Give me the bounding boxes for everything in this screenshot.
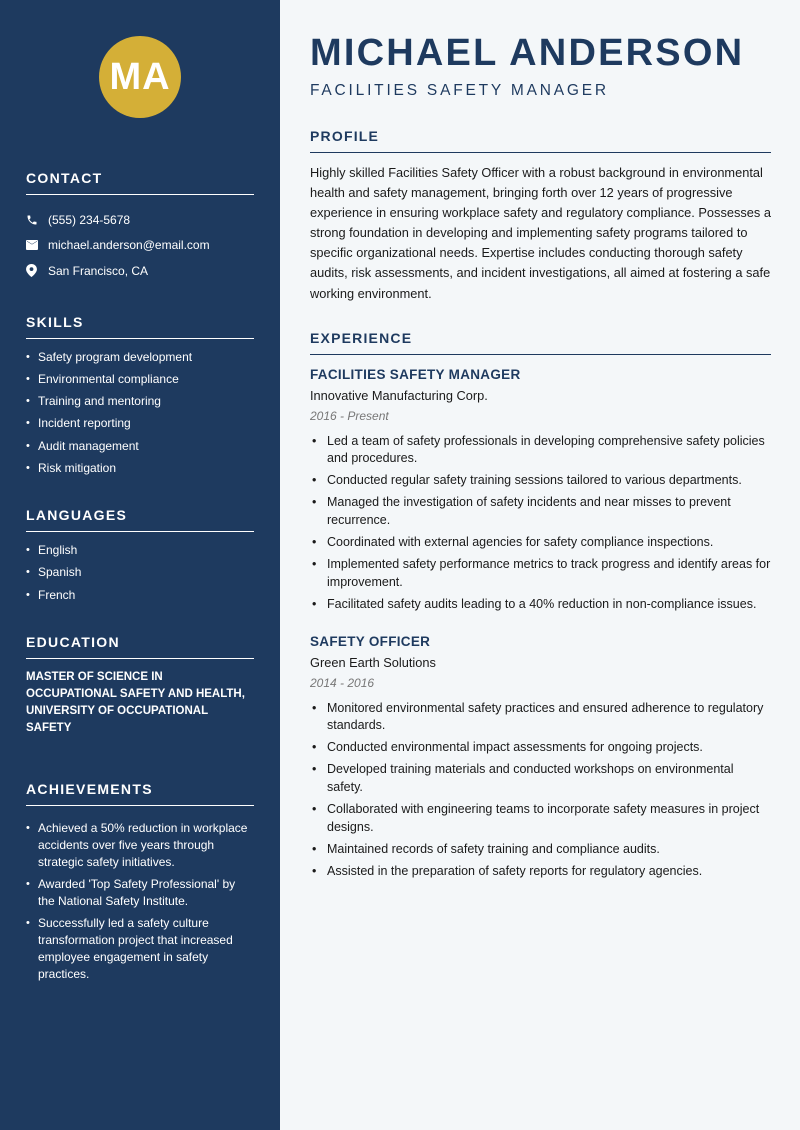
job-bullets [310, 433, 771, 614]
list-item: • Managed the investigation of safety incidents and near misses to prevent recurrence. [310, 494, 771, 529]
sidebar [0, 0, 280, 1130]
contact-list [26, 207, 254, 284]
job-entry [310, 634, 771, 881]
avatar: MA [99, 36, 181, 118]
email-text: michael.anderson@email.com [48, 238, 210, 253]
list-item: • Training and mentoring [26, 393, 254, 410]
list-item: • Monitored environmental safety practices and ensured adherence to regulatory standards. [310, 700, 771, 735]
list-item: • Led a team of safety professionals in developing comprehensive safety policies and procedures. [310, 433, 771, 468]
achievements-section [26, 781, 254, 983]
list-item: • Risk mitigation [26, 460, 254, 477]
list-item: • English [26, 542, 254, 559]
list-item: • Audit management [26, 438, 254, 455]
list-item: • French [26, 587, 254, 604]
phone-icon [26, 214, 48, 226]
list-item: • Assisted in the preparation of safety reports for regulatory agencies. [310, 863, 771, 881]
phone-text: (555) 234-5678 [48, 212, 131, 227]
profile-text: Highly skilled Facilities Safety Officer with a robust background in environmental health and safety management, bringing forth over 12 years of progressive experience in ensuring workplace safety and regulatory compliance. Possesses a strong foundation in developing and implementing safety programs tailored to specific organizational needs. Expertise includes conducting thorough safety audits, risk assessments, and incident investigations, all aimed at fostering a safe working environment. [310, 165, 771, 301]
contact-section [26, 170, 254, 284]
email-icon [26, 240, 48, 250]
skills-list [26, 349, 254, 477]
achievements-list [26, 820, 254, 983]
location-pin-icon [26, 264, 48, 277]
list-item: • Environmental compliance [26, 371, 254, 388]
education-text: MASTER OF SCIENCE IN OCCUPATIONAL SAFETY AND HEALTH, UNIVERSITY OF OCCUPATIONAL SAFETY [26, 670, 245, 734]
list-item: • Maintained records of safety training and compliance audits. [310, 841, 771, 859]
list-item: • Conducted environmental impact assessments for ongoing projects. [310, 739, 771, 757]
list-item: • Implemented safety performance metrics to track progress and identify areas for improvement. [310, 556, 771, 591]
list-item: • Coordinated with external agencies for safety compliance inspections. [310, 534, 771, 552]
contact-email [26, 233, 254, 259]
candidate-name: MICHAEL ANDERSON [310, 32, 745, 74]
job-title: FACILITIES SAFETY MANAGER [310, 366, 521, 382]
languages-list [26, 542, 254, 604]
education-heading: EDUCATION [26, 634, 254, 659]
profile-heading: PROFILE [310, 128, 771, 153]
job-title-header: FACILITIES SAFETY MANAGER [310, 82, 609, 99]
job-entry [310, 367, 771, 614]
job-dates: 2014 - 2016 [310, 675, 375, 690]
list-item: • Achieved a 50% reduction in workplace accidents over five years through strategic safety initiatives. [26, 820, 254, 871]
contact-heading: CONTACT [26, 170, 254, 195]
list-item: • Incident reporting [26, 415, 254, 432]
achievements-heading: ACHIEVEMENTS [26, 781, 254, 806]
job-bullets [310, 700, 771, 881]
experience-section [310, 330, 771, 881]
list-item: • Conducted regular safety training sessions tailored to various departments. [310, 472, 771, 490]
job-company: Innovative Manufacturing Corp. [310, 387, 488, 403]
list-item: • Spanish [26, 564, 254, 581]
location-text: San Francisco, CA [48, 263, 149, 278]
job-dates: 2016 - Present [310, 408, 389, 423]
education-section [26, 634, 254, 737]
languages-section [26, 507, 254, 604]
contact-location [26, 258, 254, 284]
main-content [280, 0, 800, 1130]
list-item: • Safety program development [26, 349, 254, 366]
list-item: • Collaborated with engineering teams to incorporate safety measures in project designs. [310, 801, 771, 836]
list-item: • Facilitated safety audits leading to a 40% reduction in non-compliance issues. [310, 596, 771, 614]
languages-heading: LANGUAGES [26, 507, 254, 532]
list-item: • Developed training materials and conducted workshops on environmental safety. [310, 761, 771, 796]
experience-heading: EXPERIENCE [310, 330, 771, 355]
job-title: SAFETY OFFICER [310, 633, 431, 649]
list-item: • Awarded 'Top Safety Professional' by the National Safety Institute. [26, 876, 254, 910]
skills-section [26, 314, 254, 477]
contact-phone [26, 207, 254, 233]
list-item: • Successfully led a safety culture transformation project that increased employee engagement in safety practices. [26, 915, 254, 983]
job-company: Green Earth Solutions [310, 654, 436, 670]
skills-heading: SKILLS [26, 314, 254, 339]
profile-section [310, 128, 771, 304]
